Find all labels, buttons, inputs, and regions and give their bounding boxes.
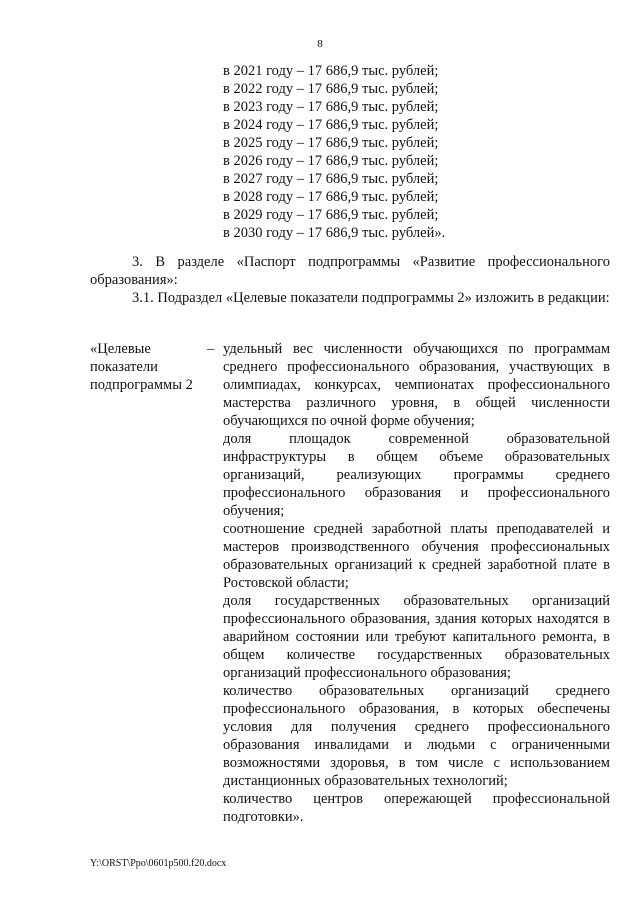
section-3-paragraph bbox=[90, 253, 610, 289]
section-3-text: 3. В разделе «Паспорт подпрограммы «Развитие профессионального образования»: bbox=[90, 254, 610, 288]
indicator-item: количество центров опережающей профессиональной подготовки». bbox=[223, 791, 610, 825]
budget-line: в 2029 году – 17 686,9 тыс. рублей; bbox=[223, 207, 439, 223]
budget-line: в 2022 году – 17 686,9 тыс. рублей; bbox=[223, 81, 439, 97]
budget-line: в 2028 году – 17 686,9 тыс. рублей; bbox=[223, 189, 439, 205]
page-number: 8 bbox=[317, 38, 323, 50]
budget-line: в 2023 году – 17 686,9 тыс. рублей; bbox=[223, 99, 439, 115]
section-3-1-paragraph bbox=[90, 289, 610, 307]
indicators-label: «Целевые показатели подпрограммы 2 bbox=[90, 341, 193, 393]
budget-line: в 2024 году – 17 686,9 тыс. рублей; bbox=[223, 117, 439, 133]
budget-line: в 2021 году – 17 686,9 тыс. рублей; bbox=[223, 63, 439, 79]
indicators-dash: – bbox=[207, 341, 215, 357]
budget-line: в 2025 году – 17 686,9 тыс. рублей; bbox=[223, 135, 439, 151]
indicators-list bbox=[223, 340, 610, 826]
file-path-footer: Y:\ORST\Ppo\0601p500.f20.docx bbox=[90, 858, 227, 869]
budget-line: в 2026 году – 17 686,9 тыс. рублей; bbox=[223, 153, 439, 169]
indicator-item: соотношение средней заработной платы преподавателей и мастеров производственного обучения профессиональных образовательных организаций к средней заработной плате в Ростовской области; bbox=[223, 521, 610, 591]
budget-line: в 2027 году – 17 686,9 тыс. рублей; bbox=[223, 171, 439, 187]
indicator-item: количество образовательных организаций среднего профессионального образования, в которых обеспечены условия для получения среднего профессионального образования инвалидами и людьми с ограниченными возможностями здоровья, в том числе с использованием дистанционных образовательных технологий; bbox=[223, 683, 610, 789]
section-3-1-text: 3.1. Подраздел «Целевые показатели подпрограммы 2» изложить в редакции: bbox=[132, 290, 610, 306]
budget-line: в 2030 году – 17 686,9 тыс. рублей». bbox=[223, 225, 446, 241]
indicator-item: доля государственных образовательных организаций профессионального образования, здания которых находятся в аварийном состоянии или требуют капитального ремонта, в общем количестве государственных образовательных организаций профессионального образования; bbox=[223, 593, 610, 681]
indicator-item: доля площадок современной образовательной инфраструктуры в общем объеме образовательных организаций, реализующих программы среднего профессионального образования и профессионального обучения; bbox=[223, 431, 610, 519]
indicator-item: удельный вес численности обучающихся по программам среднего профессионального образования, участвующих в олимпиадах, конкурсах, чемпионатах профессионального мастерства различного уровня, в общей численности обучающихся по очной форме обучения; bbox=[223, 341, 610, 429]
budget-list bbox=[223, 62, 523, 242]
